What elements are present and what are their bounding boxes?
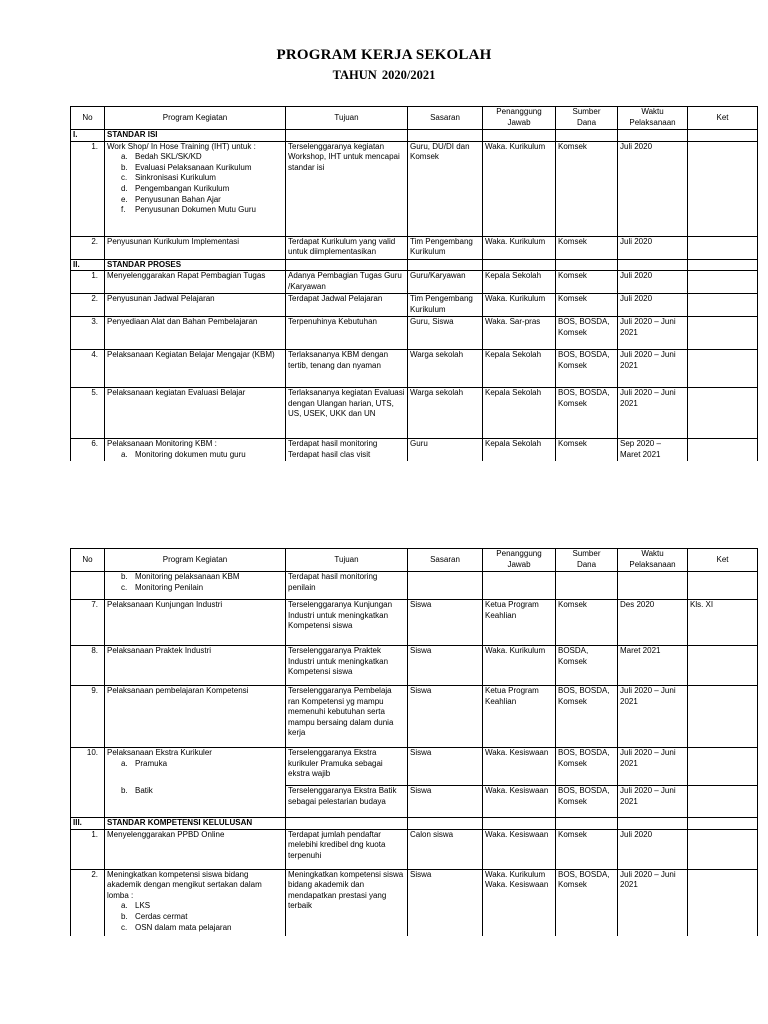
program-cell bbox=[105, 869, 286, 936]
penanggung-jawab-cell: Kepala Sekolah bbox=[483, 350, 556, 388]
subitem-text: Evaluasi Pelaksanaan Kurikulum bbox=[135, 162, 252, 172]
subitem-text: Sinkronisasi Kurikulum bbox=[135, 173, 216, 183]
subitem bbox=[121, 583, 283, 594]
empty-cell bbox=[556, 259, 618, 271]
table-row bbox=[71, 786, 758, 818]
subitem bbox=[121, 184, 283, 195]
penanggung-jawab-cell: Waka. Kesiswaan bbox=[483, 786, 556, 818]
row-number: 2. bbox=[71, 236, 105, 259]
ket-cell bbox=[688, 748, 758, 786]
col-header-tujuan: Tujuan bbox=[286, 107, 408, 130]
program-text: Menyelenggarakan Rapat Pembagian Tugas bbox=[107, 271, 266, 281]
sasaran-cell: Siswa bbox=[408, 869, 483, 936]
table-row bbox=[71, 294, 758, 317]
table-row bbox=[71, 600, 758, 646]
ket-cell bbox=[688, 572, 758, 600]
page-title: PROGRAM KERJA SEKOLAH bbox=[276, 47, 492, 63]
row-number: 1. bbox=[71, 271, 105, 294]
sasaran-cell: Guru, DU/DI dan Komsek bbox=[408, 141, 483, 236]
empty-cell bbox=[408, 818, 483, 830]
col-header-no: No bbox=[71, 549, 105, 572]
waktu-cell: Juli 2020 – Juni 2021 bbox=[618, 869, 688, 936]
subitem-text: Pengembangan Kurikulum bbox=[135, 183, 230, 193]
table-row bbox=[71, 388, 758, 439]
program-text: Penyusunan Kurikulum Implementasi bbox=[107, 236, 240, 246]
table-row bbox=[71, 686, 758, 748]
col-header-waktu: Waktu Pelaksanaan bbox=[618, 107, 688, 130]
subitem bbox=[121, 195, 283, 206]
waktu-cell: Juli 2020 bbox=[618, 141, 688, 236]
row-number: 9. bbox=[71, 686, 105, 748]
table-row bbox=[71, 141, 758, 236]
subitem-marker: b. bbox=[121, 162, 128, 172]
program-subitems bbox=[107, 901, 283, 933]
waktu-cell: Juli 2020 – Juni 2021 bbox=[618, 388, 688, 439]
tujuan-cell: Terdapat Kurikulum yang valid untuk diimplementasikan bbox=[286, 236, 408, 259]
empty-cell bbox=[483, 259, 556, 271]
subitem bbox=[121, 152, 283, 163]
row-number: 8. bbox=[71, 646, 105, 686]
waktu-cell: Juli 2020 – Juni 2021 bbox=[618, 748, 688, 786]
sumber-dana-cell: Komsek bbox=[556, 271, 618, 294]
ket-cell bbox=[688, 271, 758, 294]
row-number: 7. bbox=[71, 600, 105, 646]
program-text: Pelaksanaan Praktek Industri bbox=[107, 646, 212, 655]
program-subitems bbox=[107, 786, 283, 797]
sumber-dana-cell: Komsek bbox=[556, 236, 618, 259]
empty-cell bbox=[688, 818, 758, 830]
penanggung-jawab-cell: Kepala Sekolah bbox=[483, 439, 556, 461]
row-number: I. bbox=[71, 130, 105, 142]
subitem-text: Pramuka bbox=[135, 758, 168, 768]
subitem-marker: c. bbox=[121, 922, 128, 932]
tujuan-cell: Terselenggaranya Ekstra kurikuler Pramuka sebagai ekstra wajib bbox=[286, 748, 408, 786]
sasaran-cell: Siswa bbox=[408, 686, 483, 748]
sumber-dana-cell: BOS, BOSDA, Komsek bbox=[556, 748, 618, 786]
sasaran-cell: Siswa bbox=[408, 600, 483, 646]
subitem bbox=[121, 205, 283, 216]
subitem-text: Bedah SKL/SK/KD bbox=[135, 152, 202, 162]
col-header-sasaran: Sasaran bbox=[408, 107, 483, 130]
sumber-dana-cell: BOS, BOSDA, Komsek bbox=[556, 317, 618, 350]
waktu-cell: Juli 2020 bbox=[618, 294, 688, 317]
waktu-cell: Juli 2020 – Juni 2021 bbox=[618, 786, 688, 818]
waktu-cell: Juli 2020 – Juni 2021 bbox=[618, 350, 688, 388]
row-number bbox=[71, 786, 105, 818]
col-header-waktu: Waktu Pelaksanaan bbox=[618, 549, 688, 572]
empty-cell bbox=[483, 130, 556, 142]
program-cell bbox=[105, 572, 286, 600]
sasaran-cell: Guru/Karyawan bbox=[408, 271, 483, 294]
program-cell bbox=[105, 317, 286, 350]
program-cell bbox=[105, 600, 286, 646]
penanggung-jawab-cell: Kepala Sekolah bbox=[483, 388, 556, 439]
table-header-row bbox=[71, 107, 758, 130]
empty-cell bbox=[286, 818, 408, 830]
program-cell bbox=[105, 786, 286, 818]
tujuan-cell: Terpenuhinya Kebutuhan bbox=[286, 317, 408, 350]
empty-cell bbox=[688, 130, 758, 142]
subitem-marker: a. bbox=[121, 449, 128, 459]
row-number: 10. bbox=[71, 748, 105, 786]
program-text: Penyusunan Jadwal Pelajaran bbox=[107, 294, 215, 304]
col-header-penanggung-jawab: Penanggung Jawab bbox=[483, 107, 556, 130]
table-body-page-1 bbox=[71, 130, 758, 461]
ket-cell bbox=[688, 350, 758, 388]
sumber-dana-cell: BOS, BOSDA, Komsek bbox=[556, 388, 618, 439]
col-header-penanggung-jawab: Penanggung Jawab bbox=[483, 549, 556, 572]
sasaran-cell: Tim Pengembang Kurikulum bbox=[408, 236, 483, 259]
sumber-dana-cell: BOS, BOSDA, Komsek bbox=[556, 350, 618, 388]
sumber-dana-cell: BOS, BOSDA, Komsek bbox=[556, 869, 618, 936]
section-title: STANDAR ISI bbox=[105, 130, 286, 142]
program-cell bbox=[105, 294, 286, 317]
subitem bbox=[121, 759, 283, 770]
penanggung-jawab-cell: Waka. Kurikulum bbox=[483, 141, 556, 236]
program-cell bbox=[105, 271, 286, 294]
ket-cell bbox=[688, 236, 758, 259]
subitem-marker: c. bbox=[121, 582, 128, 592]
col-header-sumber-dana: Sumber Dana bbox=[556, 549, 618, 572]
ket-cell bbox=[688, 141, 758, 236]
sumber-dana-cell: BOSDA, Komsek bbox=[556, 646, 618, 686]
sasaran-cell: Guru bbox=[408, 439, 483, 461]
row-number bbox=[71, 572, 105, 600]
tujuan-cell: Adanya Pembagian Tugas Guru /Karyawan bbox=[286, 271, 408, 294]
tujuan-cell: Meningkatkan kompetensi siswa bidang akademik dan mendapatkan prestasi yang terbaik bbox=[286, 869, 408, 936]
penanggung-jawab-cell: Kepala Sekolah bbox=[483, 271, 556, 294]
waktu-cell: Des 2020 bbox=[618, 600, 688, 646]
subitem-marker: b. bbox=[121, 911, 128, 921]
program-table-page-2 bbox=[70, 548, 758, 936]
penanggung-jawab-cell: Waka. Sar-pras bbox=[483, 317, 556, 350]
program-text: Pelaksanaan Ekstra Kurikuler bbox=[107, 748, 212, 757]
ket-cell bbox=[688, 439, 758, 461]
sasaran-cell: Tim Pengembang Kurikulum bbox=[408, 294, 483, 317]
subitem-text: Penyusunan Dokumen Mutu Guru bbox=[135, 205, 256, 215]
section-row bbox=[71, 818, 758, 830]
subitem bbox=[121, 923, 283, 934]
subitem-marker: c. bbox=[121, 173, 128, 183]
table-row bbox=[71, 869, 758, 936]
sumber-dana-cell: BOS, BOSDA, Komsek bbox=[556, 686, 618, 748]
program-cell bbox=[105, 646, 286, 686]
table-row bbox=[71, 317, 758, 350]
col-header-program: Program Kegiatan bbox=[105, 107, 286, 130]
empty-cell bbox=[618, 130, 688, 142]
subitem bbox=[121, 572, 283, 583]
subitem-text: OSN dalam mata pelajaran bbox=[135, 922, 232, 932]
penanggung-jawab-cell: Ketua Program Keahlian bbox=[483, 686, 556, 748]
penanggung-jawab-cell: Waka. Kurikulum bbox=[483, 646, 556, 686]
subitem-marker: f. bbox=[121, 205, 126, 215]
section-title: STANDAR KOMPETENSI KELULUSAN bbox=[105, 818, 286, 830]
empty-cell bbox=[286, 130, 408, 142]
sumber-dana-cell: BOS, BOSDA, Komsek bbox=[556, 786, 618, 818]
subitem-marker: e. bbox=[121, 194, 128, 204]
program-subitems bbox=[107, 152, 283, 216]
ket-cell bbox=[688, 686, 758, 748]
subitem-text: Cerdas cermat bbox=[135, 911, 188, 921]
tujuan-cell: Terselenggaranya Ekstra Batik sebagai pelestarian budaya bbox=[286, 786, 408, 818]
empty-cell bbox=[408, 130, 483, 142]
program-subitems bbox=[107, 450, 283, 461]
col-header-sumber-dana: Sumber Dana bbox=[556, 107, 618, 130]
subitem-text: Monitoring Penilain bbox=[135, 582, 204, 592]
empty-cell bbox=[286, 259, 408, 271]
program-cell bbox=[105, 350, 286, 388]
subitem-marker: b. bbox=[121, 572, 128, 581]
table-row bbox=[71, 646, 758, 686]
section-row bbox=[71, 259, 758, 271]
waktu-cell: Juli 2020 bbox=[618, 829, 688, 869]
row-number: III. bbox=[71, 818, 105, 830]
page-subtitle: TAHUN 2020/2021 bbox=[332, 68, 436, 82]
row-number: 1. bbox=[71, 141, 105, 236]
subitem-marker: a. bbox=[121, 758, 128, 768]
ket-cell: Kls. XI bbox=[688, 600, 758, 646]
waktu-cell: Juli 2020 bbox=[618, 271, 688, 294]
sasaran-cell: Siswa bbox=[408, 646, 483, 686]
penanggung-jawab-cell: Waka. Kurikulum bbox=[483, 294, 556, 317]
subitem-marker: a. bbox=[121, 901, 128, 911]
subitem-marker: a. bbox=[121, 152, 128, 162]
program-subitems bbox=[107, 759, 283, 770]
tujuan-cell: Terdapat hasil monitoring penilain bbox=[286, 572, 408, 600]
subitem-text: LKS bbox=[135, 901, 151, 911]
waktu-cell: Juli 2020 bbox=[618, 236, 688, 259]
tujuan-cell: Terlaksananya KBM dengan tertib, tenang dan nyaman bbox=[286, 350, 408, 388]
table-body-page-2 bbox=[71, 572, 758, 937]
penanggung-jawab-cell: Waka. Kurikulum Waka. Kesiswaan bbox=[483, 869, 556, 936]
subitem-text: Monitoring dokumen mutu guru bbox=[135, 449, 246, 459]
penanggung-jawab-cell: Waka. Kurikulum bbox=[483, 236, 556, 259]
subitem-text: Penyusunan Bahan Ajar bbox=[135, 194, 221, 204]
sasaran-cell: Warga sekolah bbox=[408, 388, 483, 439]
waktu-cell: Juli 2020 – Juni 2021 bbox=[618, 686, 688, 748]
program-text: Penyediaan Alat dan Bahan Pembelajaran bbox=[107, 317, 258, 327]
sumber-dana-cell: Komsek bbox=[556, 829, 618, 869]
program-text: Pelaksanaan kegiatan Evaluasi Belajar bbox=[107, 388, 246, 398]
tujuan-cell: Terselenggaranya kegiatan Workshop, IHT untuk mencapai standar isi bbox=[286, 141, 408, 236]
penanggung-jawab-cell bbox=[483, 572, 556, 600]
penanggung-jawab-cell: Ketua Program Keahlian bbox=[483, 600, 556, 646]
row-number: II. bbox=[71, 259, 105, 271]
program-cell bbox=[105, 141, 286, 236]
ket-cell bbox=[688, 388, 758, 439]
program-text: Meningkatkan kompetensi siswa bidang akademik dengan mengikut sertakan dalam lomba : bbox=[107, 869, 262, 900]
penanggung-jawab-cell: Waka. Kesiswaan bbox=[483, 829, 556, 869]
program-cell bbox=[105, 236, 286, 259]
row-number: 3. bbox=[71, 317, 105, 350]
subitem bbox=[121, 173, 283, 184]
empty-cell bbox=[618, 259, 688, 271]
table-header-row bbox=[71, 549, 758, 572]
empty-cell bbox=[483, 818, 556, 830]
ket-cell bbox=[688, 317, 758, 350]
sumber-dana-cell: Komsek bbox=[556, 294, 618, 317]
program-text: Pelaksanaan Kegiatan Belajar Mengajar (KBM) bbox=[107, 350, 275, 360]
ket-cell bbox=[688, 786, 758, 818]
program-cell bbox=[105, 388, 286, 439]
tujuan-cell: Terselenggaranya Pembelaja ran Kompetensi yg mampu memenuhi kebutuhan serta mampu bersaing dalam dunia kerja bbox=[286, 686, 408, 748]
sumber-dana-cell: Komsek bbox=[556, 439, 618, 461]
empty-cell bbox=[556, 130, 618, 142]
program-cell bbox=[105, 686, 286, 748]
empty-cell bbox=[556, 818, 618, 830]
table-row bbox=[71, 236, 758, 259]
program-table-page-1 bbox=[70, 106, 758, 461]
sasaran-cell: Guru, Siswa bbox=[408, 317, 483, 350]
program-text: Menyelenggarakan PPBD Online bbox=[107, 829, 225, 839]
empty-cell bbox=[408, 259, 483, 271]
program-subitems bbox=[107, 572, 283, 593]
sasaran-cell: Warga sekolah bbox=[408, 350, 483, 388]
subitem bbox=[121, 450, 283, 461]
penanggung-jawab-cell: Waka. Kesiswaan bbox=[483, 748, 556, 786]
tujuan-cell: Terdapat hasil monitoring Terdapat hasil clas visit bbox=[286, 439, 408, 461]
table-row bbox=[71, 829, 758, 869]
table-row bbox=[71, 271, 758, 294]
tujuan-cell: Terdapat Jadwal Pelajaran bbox=[286, 294, 408, 317]
program-text: Pelaksanaan Monitoring KBM : bbox=[107, 439, 217, 449]
program-text: Work Shop/ In Hose Training (IHT) untuk : bbox=[107, 141, 256, 151]
row-number: 1. bbox=[71, 829, 105, 869]
section-title: STANDAR PROSES bbox=[105, 259, 286, 271]
sasaran-cell: Siswa bbox=[408, 748, 483, 786]
subitem-marker: b. bbox=[121, 785, 128, 795]
subitem bbox=[121, 912, 283, 923]
table-row bbox=[71, 748, 758, 786]
row-number: 2. bbox=[71, 869, 105, 936]
waktu-cell: Maret 2021 bbox=[618, 646, 688, 686]
row-number: 4. bbox=[71, 350, 105, 388]
sasaran-cell bbox=[408, 572, 483, 600]
ket-cell bbox=[688, 646, 758, 686]
ket-cell bbox=[688, 294, 758, 317]
col-header-sasaran: Sasaran bbox=[408, 549, 483, 572]
sasaran-cell: Calon siswa bbox=[408, 829, 483, 869]
tujuan-cell: Terselenggaranya Kunjungan Industri untuk meningkatkan Kompetensi siswa bbox=[286, 600, 408, 646]
sumber-dana-cell: Komsek bbox=[556, 141, 618, 236]
ket-cell bbox=[688, 869, 758, 936]
col-header-ket: Ket bbox=[688, 549, 758, 572]
sumber-dana-cell bbox=[556, 572, 618, 600]
waktu-cell: Juli 2020 – Juni 2021 bbox=[618, 317, 688, 350]
subitem-marker: d. bbox=[121, 183, 128, 193]
tujuan-cell: Terselenggaranya Praktek Industri untuk meningkatkan Kompetensi siswa bbox=[286, 646, 408, 686]
table-row bbox=[71, 350, 758, 388]
waktu-cell bbox=[618, 572, 688, 600]
empty-cell bbox=[618, 818, 688, 830]
sumber-dana-cell: Komsek bbox=[556, 600, 618, 646]
table-row bbox=[71, 439, 758, 461]
program-cell bbox=[105, 439, 286, 461]
program-text: Pelaksanaan pembelajaran Kompetensi bbox=[107, 686, 249, 695]
row-number: 6. bbox=[71, 439, 105, 461]
program-cell bbox=[105, 748, 286, 786]
sasaran-cell: Siswa bbox=[408, 786, 483, 818]
row-number: 2. bbox=[71, 294, 105, 317]
subitem-text: Batik bbox=[135, 785, 153, 795]
subitem bbox=[121, 786, 283, 797]
col-header-program: Program Kegiatan bbox=[105, 549, 286, 572]
ket-cell bbox=[688, 829, 758, 869]
waktu-cell: Sep 2020 – Maret 2021 bbox=[618, 439, 688, 461]
subitem bbox=[121, 901, 283, 912]
col-header-no: No bbox=[71, 107, 105, 130]
col-header-ket: Ket bbox=[688, 107, 758, 130]
tujuan-cell: Terlaksananya kegiatan Evaluasi dengan Ulangan harian, UTS, US, USEK, UKK dan UN bbox=[286, 388, 408, 439]
col-header-tujuan: Tujuan bbox=[286, 549, 408, 572]
empty-cell bbox=[688, 259, 758, 271]
table-row bbox=[71, 572, 758, 600]
tujuan-cell: Terdapat jumlah pendaftar melebihi kredibel dng kuota terpenuhi bbox=[286, 829, 408, 869]
subitem bbox=[121, 163, 283, 174]
program-cell bbox=[105, 829, 286, 869]
row-number: 5. bbox=[71, 388, 105, 439]
subitem-text: Monitoring pelaksanaan KBM bbox=[135, 572, 240, 581]
section-row bbox=[71, 130, 758, 142]
program-text: Pelaksanaan Kunjungan Industri bbox=[107, 600, 223, 609]
